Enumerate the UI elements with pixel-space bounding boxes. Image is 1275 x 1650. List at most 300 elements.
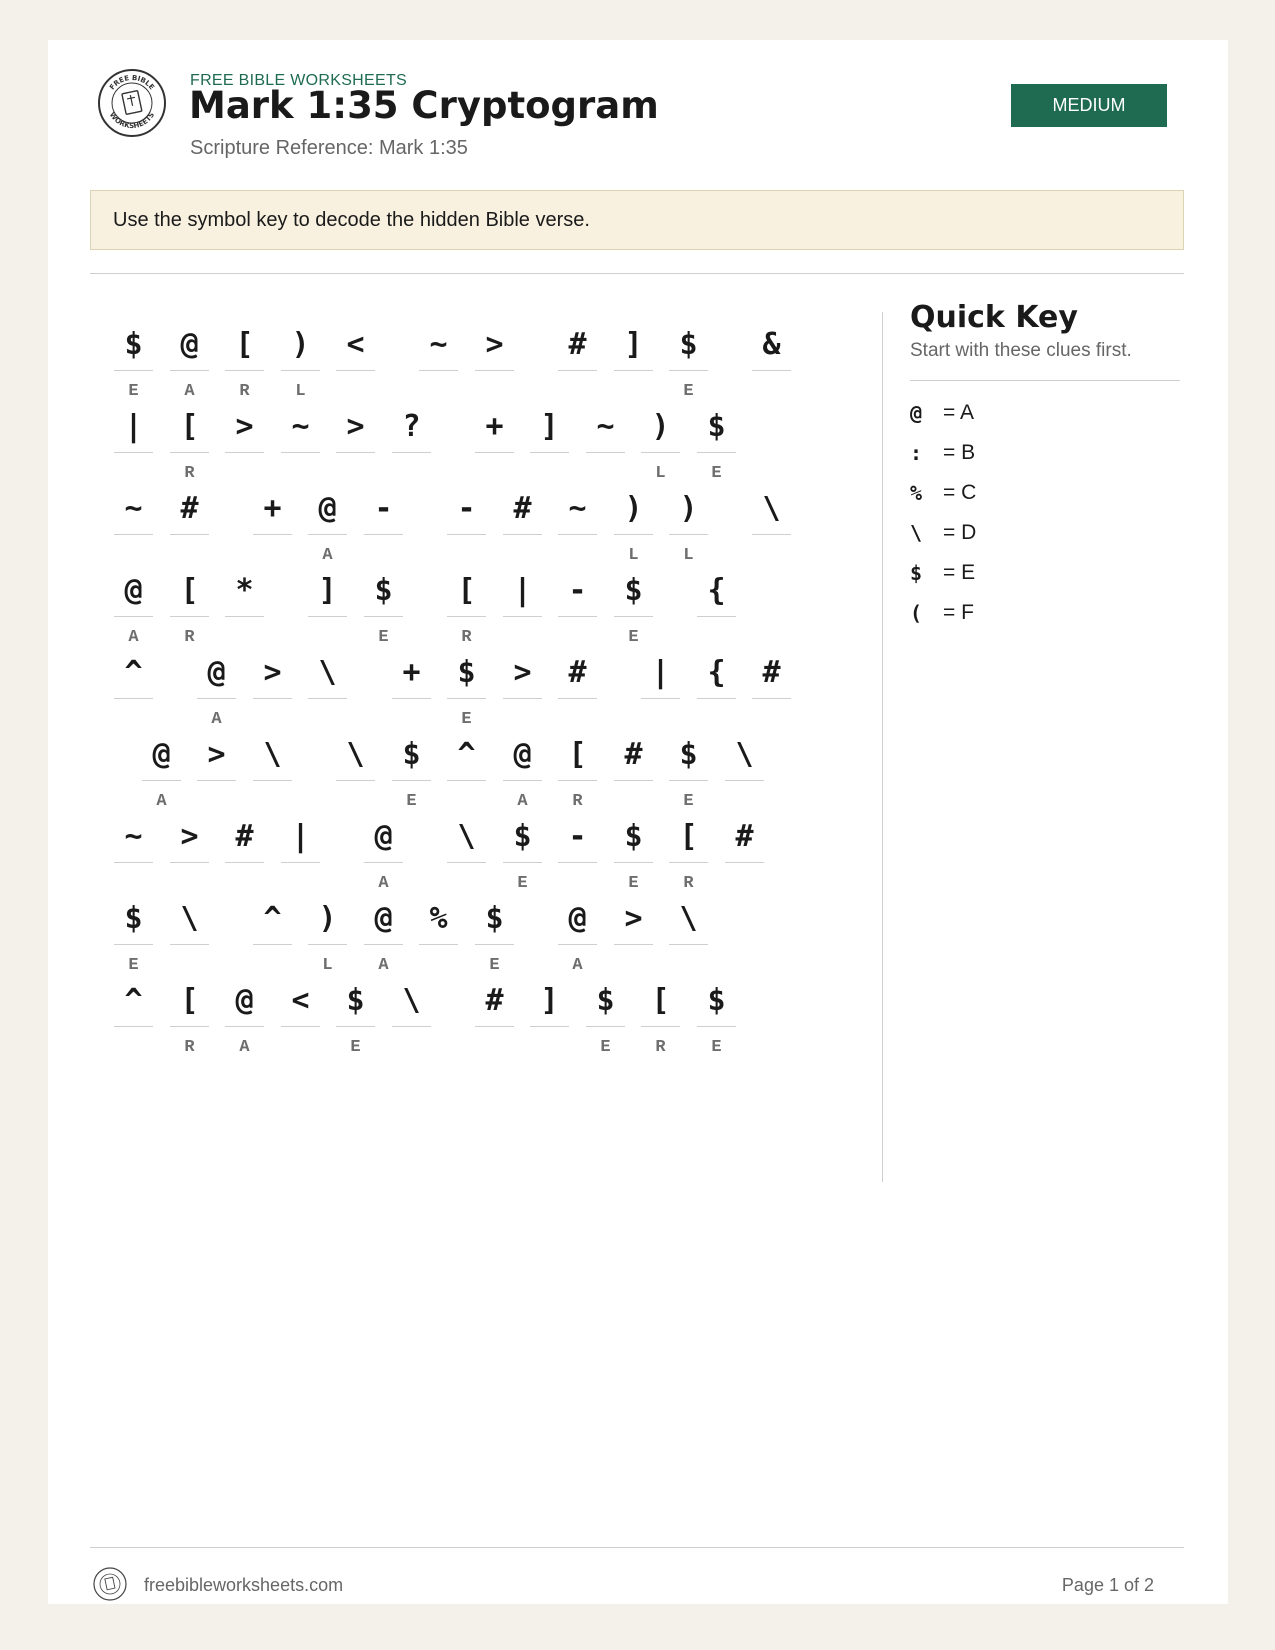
cipher-cell (336, 976, 375, 1062)
cipher-cell (308, 566, 347, 652)
cipher-symbol: < (291, 983, 310, 1018)
answer-blank[interactable] (475, 452, 514, 453)
answer-blank[interactable] (475, 944, 514, 945)
cipher-symbol: ^ (124, 655, 143, 690)
hint-letter: R (184, 628, 195, 647)
cipher-cell (114, 566, 153, 652)
answer-blank[interactable] (225, 862, 264, 863)
answer-blank[interactable] (697, 1026, 736, 1027)
cipher-cell (197, 648, 236, 734)
answer-blank[interactable] (336, 780, 375, 781)
answer-blank[interactable] (503, 616, 542, 617)
answer-blank[interactable] (752, 698, 791, 699)
hint-letter: E (128, 956, 139, 975)
cipher-cell (586, 976, 625, 1062)
cipher-symbol: # (235, 819, 254, 854)
cipher-symbol: $ (707, 983, 726, 1018)
answer-blank[interactable] (447, 616, 486, 617)
cipher-cell (170, 320, 209, 406)
cipher-cell (419, 320, 458, 406)
answer-blank[interactable] (447, 698, 486, 699)
cipher-cell (225, 566, 264, 652)
cipher-cell (197, 730, 236, 816)
footer-site-link[interactable]: freebibleworksheets.com (144, 1575, 344, 1595)
hint-letter: A (517, 792, 528, 811)
cipher-cell (641, 402, 680, 488)
cipher-symbol: ~ (124, 491, 143, 526)
logo-icon (97, 68, 167, 138)
hint-letter: E (683, 382, 694, 401)
hint-letter: L (683, 546, 694, 565)
answer-blank[interactable] (392, 452, 431, 453)
hint-letter: E (600, 1038, 611, 1057)
answer-blank[interactable] (614, 780, 653, 781)
answer-blank[interactable] (114, 534, 153, 535)
hint-letter: L (628, 546, 639, 565)
answer-blank[interactable] (308, 698, 347, 699)
cipher-symbol: $ (513, 819, 532, 854)
cipher-symbol: @ (374, 901, 393, 936)
cipher-cell (281, 812, 320, 898)
answer-blank[interactable] (308, 944, 347, 945)
answer-blank[interactable] (114, 944, 153, 945)
cipher-symbol: \ (402, 983, 421, 1018)
svg-text:FREE BIBLE: FREE BIBLE (108, 73, 156, 92)
cipher-cell (669, 484, 708, 570)
cipher-symbol: # (762, 655, 781, 690)
answer-blank[interactable] (558, 862, 597, 863)
cipher-cell (669, 894, 708, 980)
hint-letter: R (655, 1038, 666, 1057)
answer-blank[interactable] (669, 862, 708, 863)
cipher-symbol: $ (596, 983, 615, 1018)
answer-blank[interactable] (392, 1026, 431, 1027)
cipher-cell (558, 730, 597, 816)
cipher-symbol: + (402, 655, 421, 690)
cipher-cell (586, 402, 625, 488)
cipher-symbol: - (374, 491, 393, 526)
cipher-symbol: @ (568, 901, 587, 936)
cryptogram-grid (114, 320, 834, 1140)
cipher-cell (669, 320, 708, 406)
cipher-cell (752, 320, 791, 406)
cipher-symbol: $ (124, 327, 143, 362)
answer-blank[interactable] (225, 616, 264, 617)
hint-letter: A (128, 628, 139, 647)
hint-letter: R (239, 382, 250, 401)
key-letter: = D (943, 521, 977, 544)
cipher-symbol: [ (457, 573, 476, 608)
cipher-symbol: [ (568, 737, 587, 772)
answer-blank[interactable] (364, 862, 403, 863)
key-symbol: : (910, 441, 923, 465)
key-symbol: % (910, 481, 923, 505)
cipher-symbol: $ (485, 901, 504, 936)
cipher-cell (447, 648, 486, 734)
answer-blank[interactable] (447, 780, 486, 781)
cipher-symbol: \ (457, 819, 476, 854)
answer-blank[interactable] (586, 452, 625, 453)
cipher-symbol: \ (263, 737, 282, 772)
answer-blank[interactable] (364, 534, 403, 535)
quick-key-title: Quick Key (910, 300, 1078, 335)
answer-blank[interactable] (503, 698, 542, 699)
cipher-symbol: ] (540, 983, 559, 1018)
cipher-cell (697, 402, 736, 488)
hint-letter: A (322, 546, 333, 565)
cipher-cell (669, 812, 708, 898)
answer-blank[interactable] (392, 780, 431, 781)
cipher-cell (253, 894, 292, 980)
cipher-cell (614, 812, 653, 898)
cipher-symbol: ) (291, 327, 310, 362)
answer-blank[interactable] (752, 370, 791, 371)
cipher-symbol: $ (124, 901, 143, 936)
cipher-cell (558, 320, 597, 406)
answer-blank[interactable] (447, 534, 486, 535)
cipher-cell (447, 730, 486, 816)
answer-blank[interactable] (558, 698, 597, 699)
answer-blank[interactable] (114, 452, 153, 453)
hint-letter: E (489, 956, 500, 975)
hint-letter: L (322, 956, 333, 975)
answer-blank[interactable] (253, 534, 292, 535)
cipher-symbol: > (485, 327, 504, 362)
answer-blank[interactable] (170, 370, 209, 371)
hint-letter: A (239, 1038, 250, 1057)
answer-blank[interactable] (336, 1026, 375, 1027)
hint-letter: E (628, 874, 639, 893)
worksheet-page (48, 40, 1228, 1604)
answer-blank[interactable] (614, 944, 653, 945)
answer-blank[interactable] (114, 862, 153, 863)
hint-letter: A (378, 956, 389, 975)
cipher-symbol: @ (374, 819, 393, 854)
answer-blank[interactable] (364, 944, 403, 945)
answer-blank[interactable] (669, 534, 708, 535)
cipher-symbol: @ (124, 573, 143, 608)
cipher-cell (697, 566, 736, 652)
answer-blank[interactable] (392, 698, 431, 699)
cipher-cell (225, 976, 264, 1062)
answer-blank[interactable] (530, 1026, 569, 1027)
cipher-symbol: ~ (596, 409, 615, 444)
answer-blank[interactable] (752, 534, 791, 535)
answer-blank[interactable] (586, 1026, 625, 1027)
cipher-cell (253, 648, 292, 734)
cipher-symbol: @ (207, 655, 226, 690)
cipher-cell (447, 566, 486, 652)
cipher-cell (697, 648, 736, 734)
cipher-symbol: @ (180, 327, 199, 362)
cipher-cell (669, 730, 708, 816)
cipher-cell (614, 320, 653, 406)
answer-blank[interactable] (558, 370, 597, 371)
cipher-symbol: ^ (263, 901, 282, 936)
cipher-cell (392, 976, 431, 1062)
divider (90, 273, 1184, 274)
hint-letter: A (156, 792, 167, 811)
answer-blank[interactable] (558, 616, 597, 617)
cipher-cell (475, 402, 514, 488)
answer-blank[interactable] (669, 370, 708, 371)
answer-blank[interactable] (475, 1026, 514, 1027)
cipher-symbol: ) (651, 409, 670, 444)
cipher-cell (225, 812, 264, 898)
answer-blank[interactable] (697, 616, 736, 617)
hint-letter: R (461, 628, 472, 647)
answer-blank[interactable] (281, 862, 320, 863)
cipher-cell (142, 730, 181, 816)
answer-blank[interactable] (170, 944, 209, 945)
cipher-symbol: ] (624, 327, 643, 362)
answer-blank[interactable] (697, 698, 736, 699)
hint-letter: E (711, 464, 722, 483)
cipher-cell (364, 894, 403, 980)
cipher-cell (419, 894, 458, 980)
cipher-cell (114, 320, 153, 406)
cipher-symbol: \ (346, 737, 365, 772)
answer-blank[interactable] (308, 616, 347, 617)
answer-blank[interactable] (281, 1026, 320, 1027)
cipher-cell (614, 484, 653, 570)
hint-letter: E (406, 792, 417, 811)
key-letter: = C (943, 481, 977, 504)
cipher-symbol: $ (679, 737, 698, 772)
answer-blank[interactable] (641, 1026, 680, 1027)
cipher-cell (308, 648, 347, 734)
answer-blank[interactable] (558, 944, 597, 945)
cipher-cell (725, 812, 764, 898)
answer-blank[interactable] (170, 862, 209, 863)
key-letter: = F (943, 601, 974, 624)
answer-blank[interactable] (641, 452, 680, 453)
cipher-symbol: $ (346, 983, 365, 1018)
footer-divider (90, 1547, 1184, 1548)
answer-blank[interactable] (503, 780, 542, 781)
cipher-symbol: @ (318, 491, 337, 526)
cipher-cell (503, 484, 542, 570)
answer-blank[interactable] (225, 370, 264, 371)
answer-blank[interactable] (253, 780, 292, 781)
cipher-symbol: [ (180, 409, 199, 444)
cipher-cell (558, 566, 597, 652)
answer-blank[interactable] (419, 944, 458, 945)
cipher-symbol: [ (651, 983, 670, 1018)
cipher-symbol: > (180, 819, 199, 854)
cipher-symbol: @ (152, 737, 171, 772)
answer-blank[interactable] (114, 698, 153, 699)
cipher-cell (281, 976, 320, 1062)
cipher-symbol: $ (624, 819, 643, 854)
key-item (910, 433, 1180, 473)
cipher-cell (725, 730, 764, 816)
answer-blank[interactable] (225, 452, 264, 453)
cipher-symbol: \ (180, 901, 199, 936)
cipher-symbol: $ (374, 573, 393, 608)
answer-blank[interactable] (614, 534, 653, 535)
cipher-symbol: # (513, 491, 532, 526)
answer-blank[interactable] (503, 862, 542, 863)
cipher-cell (503, 812, 542, 898)
answer-blank[interactable] (170, 1026, 209, 1027)
cipher-cell (558, 648, 597, 734)
cipher-symbol: ^ (124, 983, 143, 1018)
cipher-symbol: @ (513, 737, 532, 772)
cipher-cell (114, 648, 153, 734)
answer-blank[interactable] (530, 452, 569, 453)
hint-letter: R (184, 1038, 195, 1057)
key-item (910, 473, 1180, 513)
cipher-cell (641, 976, 680, 1062)
instructions-box: Use the symbol key to decode the hidden Bible verse. (90, 190, 1184, 250)
cipher-symbol: ] (540, 409, 559, 444)
cipher-cell (752, 648, 791, 734)
answer-blank[interactable] (725, 862, 764, 863)
quick-key-subtitle: Start with these clues first. (910, 340, 1132, 361)
hint-letter: E (628, 628, 639, 647)
answer-blank[interactable] (114, 1026, 153, 1027)
answer-blank[interactable] (419, 370, 458, 371)
cipher-symbol: [ (180, 983, 199, 1018)
answer-blank[interactable] (336, 452, 375, 453)
cipher-cell (614, 894, 653, 980)
answer-blank[interactable] (641, 698, 680, 699)
answer-blank[interactable] (336, 370, 375, 371)
cipher-symbol: | (513, 573, 532, 608)
answer-blank[interactable] (114, 616, 153, 617)
cipher-symbol: # (568, 655, 587, 690)
answer-blank[interactable] (281, 370, 320, 371)
answer-blank[interactable] (253, 698, 292, 699)
key-list (910, 393, 1180, 633)
cipher-cell (447, 812, 486, 898)
cipher-symbol: | (124, 409, 143, 444)
hint-letter: E (461, 710, 472, 729)
key-symbol: @ (910, 401, 923, 425)
answer-blank[interactable] (614, 862, 653, 863)
cipher-symbol: { (707, 573, 726, 608)
answer-blank[interactable] (503, 534, 542, 535)
cipher-cell (308, 894, 347, 980)
hint-letter: E (128, 382, 139, 401)
hint-letter: R (184, 464, 195, 483)
key-item (910, 393, 1180, 433)
hint-letter: E (350, 1038, 361, 1057)
cipher-cell (336, 730, 375, 816)
answer-blank[interactable] (253, 944, 292, 945)
cipher-cell (170, 894, 209, 980)
cipher-symbol: # (485, 983, 504, 1018)
cipher-symbol: # (568, 327, 587, 362)
cipher-symbol: - (568, 819, 587, 854)
cipher-symbol: ~ (291, 409, 310, 444)
cipher-symbol: > (263, 655, 282, 690)
key-letter: = E (943, 561, 976, 584)
cipher-symbol: > (513, 655, 532, 690)
cipher-cell (170, 484, 209, 570)
answer-blank[interactable] (614, 616, 653, 617)
cipher-cell (475, 320, 514, 406)
answer-blank[interactable] (225, 1026, 264, 1027)
cipher-symbol: [ (180, 573, 199, 608)
key-symbol: \ (910, 521, 923, 545)
cipher-symbol: ) (318, 901, 337, 936)
cipher-symbol: $ (624, 573, 643, 608)
answer-blank[interactable] (142, 780, 181, 781)
answer-blank[interactable] (447, 862, 486, 863)
answer-blank[interactable] (697, 452, 736, 453)
cipher-symbol: $ (457, 655, 476, 690)
cipher-cell (114, 484, 153, 570)
answer-blank[interactable] (281, 452, 320, 453)
cipher-symbol: | (291, 819, 310, 854)
cipher-cell (475, 976, 514, 1062)
cipher-symbol: ) (679, 491, 698, 526)
cipher-cell (364, 812, 403, 898)
hint-letter: E (378, 628, 389, 647)
answer-blank[interactable] (197, 698, 236, 699)
brand-name: FREE BIBLE WORKSHEETS (190, 72, 408, 89)
answer-blank[interactable] (558, 780, 597, 781)
cipher-cell (281, 402, 320, 488)
page-number: Page 1 of 2 (1061, 1575, 1154, 1595)
answer-blank[interactable] (114, 370, 153, 371)
cipher-cell (225, 320, 264, 406)
answer-blank[interactable] (308, 534, 347, 535)
cipher-symbol: ) (624, 491, 643, 526)
cipher-symbol: ] (318, 573, 337, 608)
cipher-cell (170, 566, 209, 652)
answer-blank[interactable] (364, 616, 403, 617)
cipher-cell (114, 812, 153, 898)
hint-letter: E (517, 874, 528, 893)
answer-blank[interactable] (614, 370, 653, 371)
answer-blank[interactable] (197, 780, 236, 781)
cipher-cell (308, 484, 347, 570)
answer-blank[interactable] (558, 534, 597, 535)
answer-blank[interactable] (725, 780, 764, 781)
cipher-cell (503, 566, 542, 652)
cipher-cell (697, 976, 736, 1062)
answer-blank[interactable] (170, 534, 209, 535)
cipher-symbol: ^ (457, 737, 476, 772)
hint-letter: E (711, 1038, 722, 1057)
answer-blank[interactable] (170, 452, 209, 453)
hint-letter: A (211, 710, 222, 729)
cipher-cell (558, 484, 597, 570)
cipher-symbol: # (735, 819, 754, 854)
hint-letter: L (655, 464, 666, 483)
cipher-cell (336, 320, 375, 406)
hint-letter: E (683, 792, 694, 811)
cipher-symbol: ~ (124, 819, 143, 854)
answer-blank[interactable] (669, 944, 708, 945)
answer-blank[interactable] (475, 370, 514, 371)
cipher-cell (558, 894, 597, 980)
cipher-symbol: @ (235, 983, 254, 1018)
cipher-symbol: \ (735, 737, 754, 772)
cipher-symbol: > (207, 737, 226, 772)
answer-blank[interactable] (170, 616, 209, 617)
quick-key-panel (910, 300, 1180, 633)
hint-letter: L (295, 382, 306, 401)
column-divider (882, 312, 883, 1182)
cipher-symbol: ? (402, 409, 421, 444)
hint-letter: A (184, 382, 195, 401)
answer-blank[interactable] (669, 780, 708, 781)
cipher-cell (114, 402, 153, 488)
